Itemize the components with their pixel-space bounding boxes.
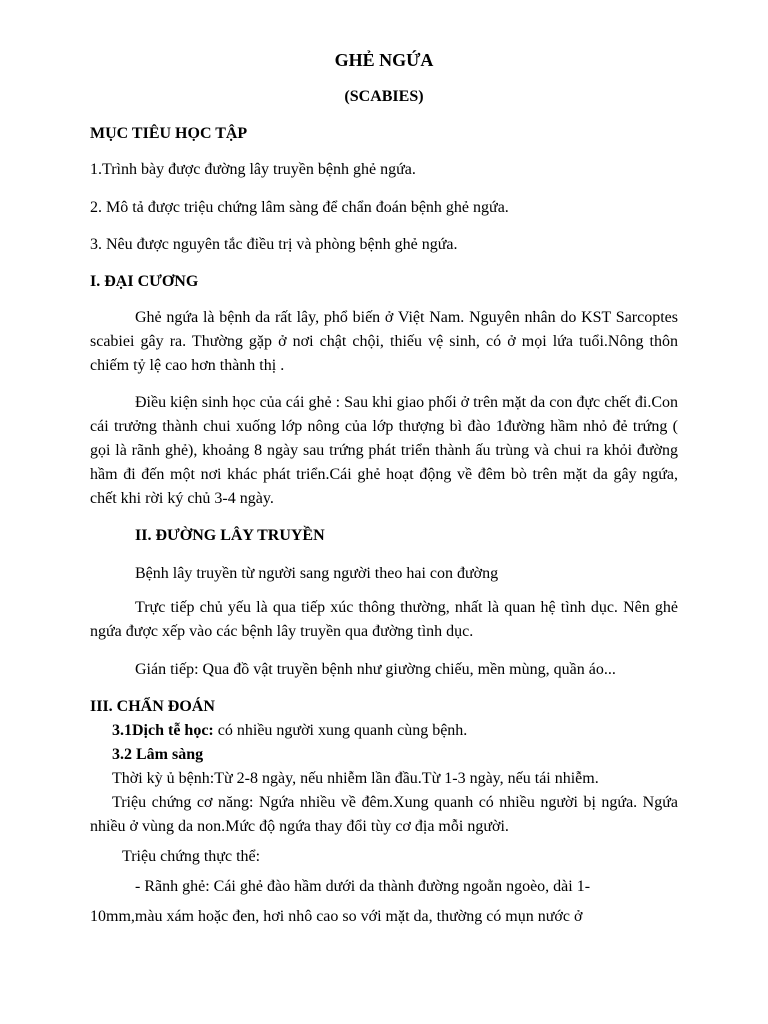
- objective-item: 3. Nêu được nguyên tắc điều trị và phòng bệnh ghẻ ngứa.: [90, 236, 458, 253]
- objective-item: 2. Mô tả được triệu chứng lâm sàng để chẩn đoán bệnh ghẻ ngứa.: [90, 199, 509, 216]
- transmission-direct: Trực tiếp chủ yếu là qua tiếp xúc thông thường, nhất là quan hệ tình dục. Nên ghẻ ngứa được xếp vào các bệnh lây truyền qua đường tình dục.: [90, 599, 678, 640]
- epidemiology-line: [112, 719, 678, 743]
- burrow-line: - Rãnh ghẻ: Cái ghẻ đào hầm dưới da thành đường ngoằn ngoèo, dài 1-: [135, 878, 591, 895]
- functional-symptoms: Triệu chứng cơ năng: Ngứa nhiều về đêm.Xung quanh có nhiều người bị ngứa. Ngứa nhiều ở vùng da non.Mức độ ngứa thay đổi tùy cơ địa mỗi người.: [90, 794, 678, 835]
- physical-heading: Triệu chứng thực thể:: [122, 848, 261, 865]
- document-title: GHẺ NGỨA: [334, 50, 434, 70]
- section-heading-general: I. ĐẠI CƯƠNG: [90, 273, 199, 290]
- objective-item: 1.Trình bày được đường lây truyền bệnh ghẻ ngứa.: [90, 161, 416, 178]
- clinical-heading: 3.2 Lâm sàng: [112, 746, 204, 763]
- section-heading-diagnosis: III. CHẨN ĐOÁN: [90, 698, 215, 715]
- paragraph-general-1: Ghẻ ngứa là bệnh da rất lây, phổ biến ở Việt Nam. Nguyên nhân do KST Sarcoptes scabiei gây ra. Thường gặp ở nơi chật chội, thiếu vệ sinh, có ở mọi lứa tuổi.Nông thôn chiếm tỷ lệ cao hơn thành thị .: [90, 309, 678, 374]
- epidemiology-text: có nhiều người xung quanh cùng bệnh.: [213, 722, 468, 739]
- objectives-heading: MỤC TIÊU HỌC TẬP: [90, 125, 248, 142]
- document-subtitle: (SCABIES): [344, 88, 424, 105]
- section-heading-transmission: II. ĐƯỜNG LÂY TRUYỀN: [135, 527, 325, 544]
- incubation-line: Thời kỳ ủ bệnh:Từ 2-8 ngày, nếu nhiễm lần đầu.Từ 1-3 ngày, nếu tái nhiễm.: [112, 770, 599, 787]
- transmission-intro: Bệnh lây truyền từ người sang người theo hai con đường: [135, 565, 499, 582]
- paragraph-general-2: Điều kiện sinh học của cái ghẻ : Sau khi giao phối ở trên mặt da con đực chết đi.Con cái trưởng thành chui xuống lớp nông của lớp thượng bì đào 1đường hầm nhỏ đẻ trứng ( gọi là rãnh ghẻ), khoảng 8 ngày sau trứng phát triển thành ấu trùng và chui ra khỏi đường hầm đi đến một nơi khác phát triển.Cái ghẻ hoạt động về đêm bò trên mặt da gây ngứa, chết khi rời ký chủ 3-4 ngày.: [90, 394, 678, 507]
- burrow-line-continued: 10mm,màu xám hoặc đen, hơi nhô cao so với mặt da, thường có mụn nước ở: [90, 908, 583, 925]
- epidemiology-label: 3.1Dịch tễ học:: [112, 722, 214, 739]
- transmission-indirect: Gián tiếp: Qua đồ vật truyền bệnh như giường chiếu, mền mùng, quần áo...: [135, 661, 616, 678]
